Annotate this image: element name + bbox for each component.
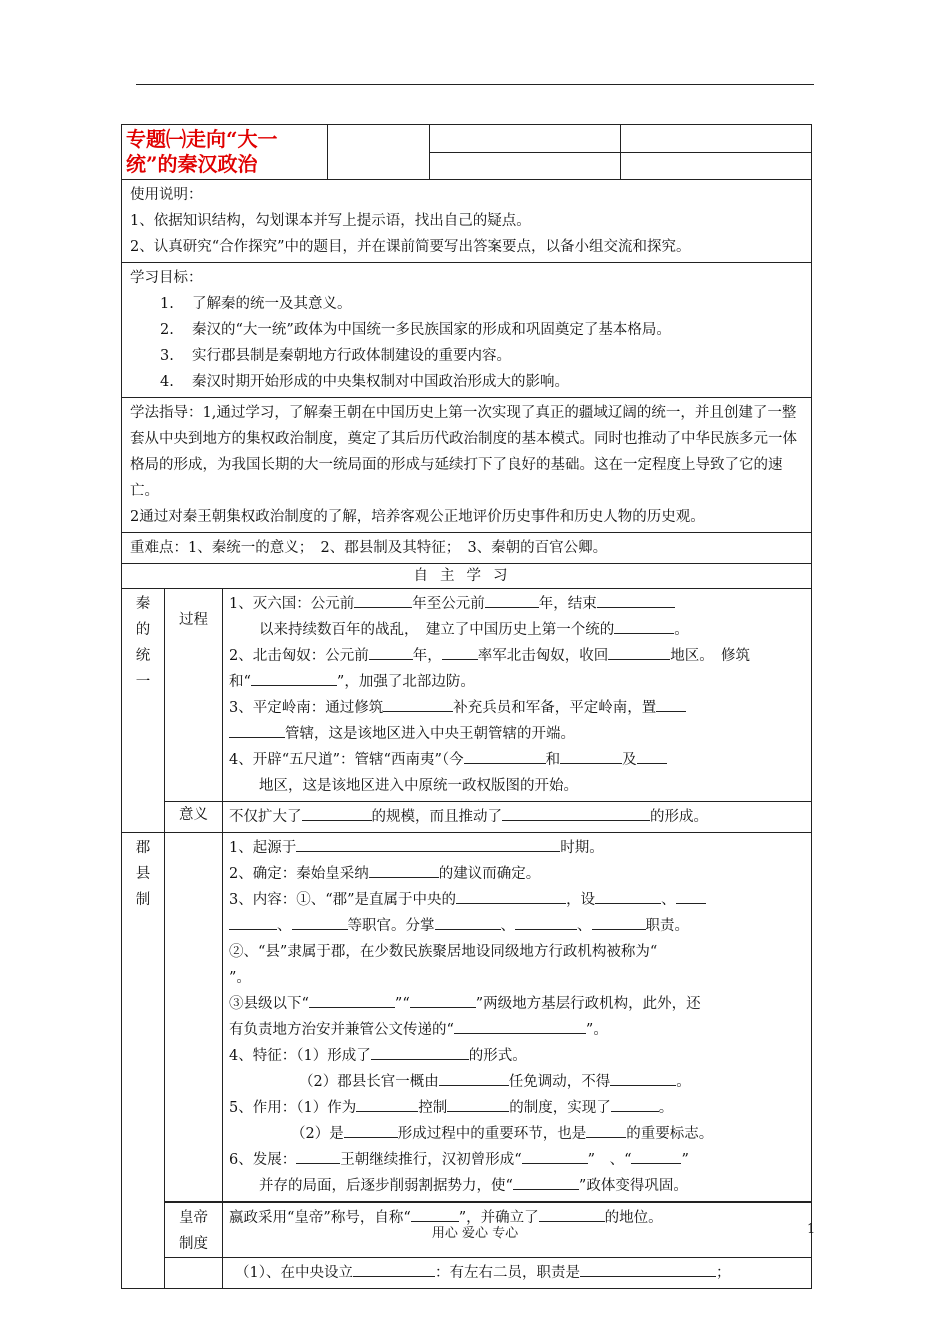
goals-section <box>122 263 812 398</box>
topic-title <box>122 125 328 180</box>
key-points: 重难点：1、秦统一的意义； 2、郡县制及其特征； 3、秦朝的百官公卿。 <box>122 533 812 564</box>
section-label-qin-unification: 秦 的 统 一 <box>122 589 165 833</box>
goal-item: 4. 秦汉时期开始形成的中央集权制对中国政治形成大的影响。 <box>160 374 569 390</box>
blank-field[interactable] <box>447 1095 509 1112</box>
process-row <box>122 589 812 802</box>
self-study-heading: 自主学习 <box>122 564 812 589</box>
header-blank-cell <box>328 125 430 180</box>
meaning-row <box>122 802 812 833</box>
blank-field[interactable] <box>611 1095 659 1112</box>
meaning-content: 不仅扩大了 的规模，而且推动了 的形成。 <box>223 802 812 833</box>
header-blank-cell <box>430 152 621 180</box>
method-section <box>122 398 812 533</box>
method-paragraph: 学法指导：1,通过学习，了解秦王朝在中国历史上第一次实现了真正的疆域辽阔的统一，并且创建了一整套从中央到地方的集权政治制度，奠定了其后历代政治制度的基本模式。同时也推动了中华民族多元一体格局的形成，为我国长期的大一统局面的形成与延续打下了良好的基础。这在一定程度上导致了它的速亡。 <box>130 405 797 499</box>
central-officials-row <box>122 1258 812 1289</box>
blank-field[interactable] <box>608 643 670 660</box>
usage-heading: 使用说明： <box>130 187 203 203</box>
blank-field[interactable] <box>631 1147 681 1164</box>
blank-field[interactable] <box>292 913 348 930</box>
blank-field[interactable] <box>656 695 686 712</box>
blank-field[interactable] <box>592 913 646 930</box>
meaning-label: 意义 <box>165 802 223 833</box>
blank-field[interactable] <box>502 804 650 821</box>
emperor-system-content: 嬴政采用“皇帝”称号，自称“ ”，并确立了 的地位。 <box>223 1202 812 1258</box>
blank-field[interactable] <box>356 1095 418 1112</box>
commandery-content: 1、起源于 时期。 2、确定：秦始皇采纳 的建议而确定。 3、内容：①、“郡”是直属于中央的 ，设 、 、 等职官。分掌 、 、 职责。 ②、“县”隶属于郡，在少数民族聚居地设同级地方行政机构被称为“ ”。 ③县级以下“ ”“ ”两级地方基层行政机构，此外，还 有负责地方治安并兼管公文传递的“ ”。 4、特征：（1）形成了 的形式。 （2）郡县长官一概由 任免调动，不得 。 5、作用：（1）作为 控制 的制度，实现了 。 （2）是 形成过程中的重要环节，也是 的重要标志。 6、发展： 王朝继续推行，汉初曾形成“ ” 、“ ” 并存的局面，后逐步削弱割据势力，使“ ”政体变得巩固。 <box>223 833 812 1203</box>
section-label-commandery: 郡 县 制 <box>122 833 165 1289</box>
central-officials-content: （1）、在中央设立 ：有左右二员，职责是 ； <box>223 1258 812 1289</box>
method-paragraph: 2通过对秦王朝集权政治制度的了解，培养客观公正地评价历史事件和历史人物的历史观。 <box>130 509 705 525</box>
header-blank-cell <box>430 125 621 153</box>
blank-label-cell <box>165 833 223 1203</box>
blank-field[interactable] <box>344 1121 398 1138</box>
keypoints-row <box>122 533 812 564</box>
blank-field[interactable] <box>410 991 476 1008</box>
header-blank-cell <box>621 125 812 153</box>
blank-field[interactable] <box>369 861 439 878</box>
blank-field[interactable] <box>522 1147 588 1164</box>
blank-field[interactable] <box>296 1147 340 1164</box>
title-line-2: 统”的秦汉政治 <box>126 152 258 176</box>
blank-field[interactable] <box>309 991 395 1008</box>
blank-field[interactable] <box>515 913 577 930</box>
blank-field[interactable] <box>411 1205 459 1222</box>
title-line-1: 专题㈠走向“大一 <box>126 127 278 151</box>
goal-item: 1. 了解秦的统一及其意义。 <box>160 296 352 312</box>
page-number: 1 <box>807 1222 816 1237</box>
goal-item: 2. 秦汉的“大一统”政体为中国统一多民族国家的形成和巩固奠定了基本格局。 <box>160 322 671 338</box>
method-row <box>122 398 812 533</box>
blank-field[interactable] <box>229 913 277 930</box>
commandery-row <box>122 833 812 1203</box>
blank-field[interactable] <box>251 669 337 686</box>
blank-field[interactable] <box>442 643 478 660</box>
blank-field[interactable] <box>383 695 453 712</box>
blank-field[interactable] <box>302 804 372 821</box>
header-rule <box>136 84 814 85</box>
header-blank-cell <box>621 152 812 180</box>
worksheet-table <box>121 124 812 1289</box>
blank-field[interactable] <box>371 1043 469 1060</box>
page-footer: 用心 爱心 专心 <box>431 1226 519 1241</box>
blank-field[interactable] <box>485 591 539 608</box>
process-label: 过程 <box>165 589 223 802</box>
blank-field[interactable] <box>454 1017 586 1034</box>
blank-field[interactable] <box>676 887 706 904</box>
blank-field[interactable] <box>614 617 674 634</box>
blank-field[interactable] <box>369 643 413 660</box>
emperor-system-label: 皇帝 制度 <box>165 1202 223 1258</box>
process-content: 1、灭六国：公元前 年至公元前 年，结束 以来持续数百年的战乱， 建立了中国历史上第一个统的 。 2、北击匈奴：公元前 年， 率军北击匈奴，收回 地区。 修筑 和“ ”，加强了北部边防。 3、平定岭南：通过修筑 补充兵员和军备，平定岭南，置 管辖，这是该地区进入中央王朝管辖的开端。 4、开辟“五尺道”：管辖“西南夷”（今 和 及 地区，这是该地区进入中原统一政权版图的开始。 <box>223 589 812 802</box>
blank-field[interactable] <box>610 1069 676 1086</box>
blank-label-cell <box>165 1258 223 1289</box>
usage-row <box>122 180 812 263</box>
title-row <box>122 125 812 153</box>
blank-field[interactable] <box>456 887 566 904</box>
goals-heading: 学习目标： <box>130 270 203 286</box>
goal-item: 3. 实行郡县制是秦朝地方行政体制建设的重要内容。 <box>160 348 511 364</box>
blank-field[interactable] <box>354 591 412 608</box>
usage-item: 2、认真研究“合作探究”中的题目，并在课前简要写出答案要点，以备小组交流和探究。 <box>130 239 691 255</box>
blank-field[interactable] <box>580 1260 716 1277</box>
usage-item: 1、依据知识结构，勾划课本并写上提示语，找出自己的疑点。 <box>130 213 531 229</box>
blank-field[interactable] <box>439 1069 509 1086</box>
goals-row <box>122 263 812 398</box>
blank-field[interactable] <box>560 747 622 764</box>
blank-field[interactable] <box>586 1121 626 1138</box>
blank-field[interactable] <box>353 1260 435 1277</box>
usage-section <box>122 180 812 263</box>
blank-field[interactable] <box>464 747 546 764</box>
blank-field[interactable] <box>513 1173 579 1190</box>
blank-field[interactable] <box>539 1205 605 1222</box>
blank-field[interactable] <box>595 887 661 904</box>
blank-field[interactable] <box>435 913 501 930</box>
blank-field[interactable] <box>296 835 560 852</box>
self-study-row <box>122 564 812 589</box>
blank-field[interactable] <box>637 747 667 764</box>
blank-field[interactable] <box>229 721 285 738</box>
blank-field[interactable] <box>597 591 675 608</box>
worksheet <box>121 124 811 1289</box>
